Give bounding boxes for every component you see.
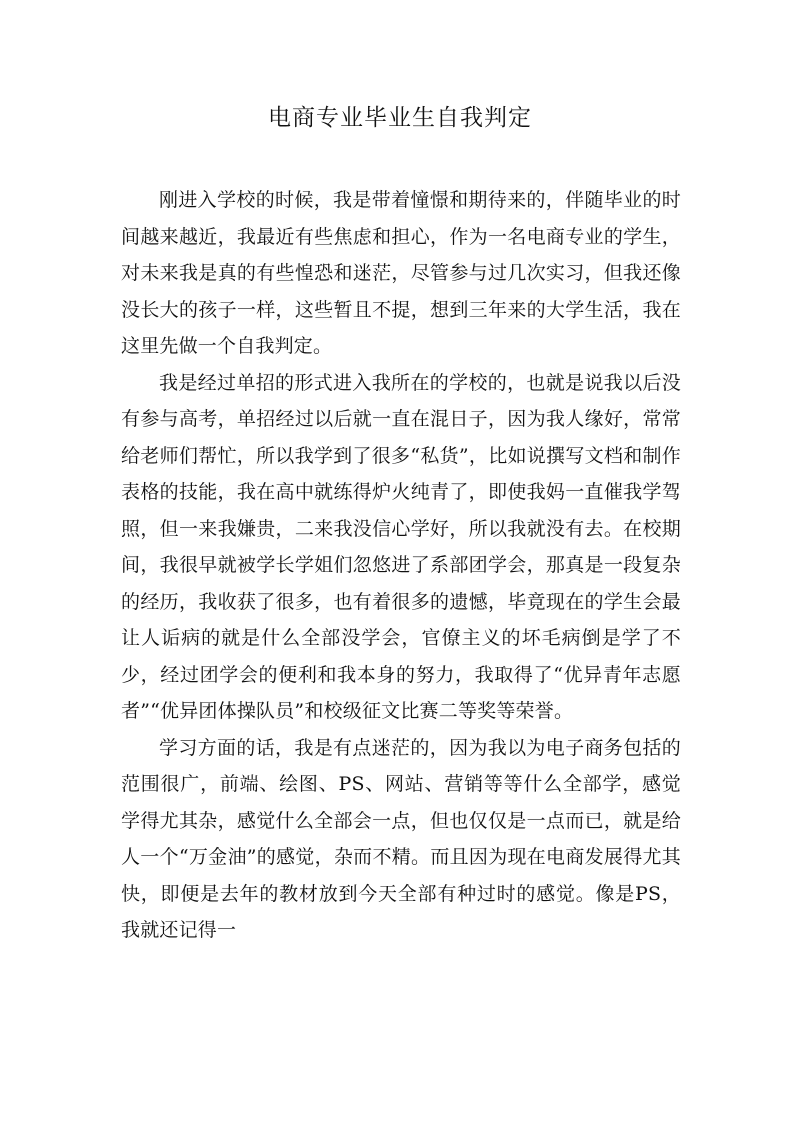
document-title: 电商专业毕业生自我判定: [268, 105, 532, 131]
document-body: [121, 182, 681, 949]
paragraph-3: 学习方面的话，我是有点迷茫的，因为我以为电子商务包括的范围很广，前端、绘图、PS、网站、营销等等什么全部学，感觉学得尤其杂，感觉什么全部会一点，但也仅仅是一点而已，就是给人一个“万金油”的感觉，杂而不精。而且因为现在电商发展得尤其快，即便是去年的教材放到今天全部有种过时的感觉。像是PS，我就还记得一: [121, 736, 681, 941]
paragraph-2: 我是经过单招的形式进入我所在的学校的，也就是说我以后没有参与高考，单招经过以后就一直在混日子，因为我人缘好，常常给老师们帮忙，所以我学到了很多“私货”，比如说撰写文档和制作表格的技能，我在高中就练得炉火纯青了，即使我妈一直催我学驾照，但一来我嫌贵，二来我没信心学好，所以我就没有去。在校期间，我很早就被学长学姐们忽悠进了系部团学会，那真是一段复杂的经历，我收获了很多，也有着很多的遗憾，毕竟现在的学生会最让人诟病的就是什么全部没学会，官僚主义的坏毛病倒是学了不少，经过团学会的便利和我本身的努力，我取得了“优异青年志愿者”“优异团体操队员”和校级征文比赛二等奖等荣誉。: [121, 371, 681, 722]
paragraph-1: 刚进入学校的时候，我是带着憧憬和期待来的，伴随毕业的时间越来越近，我最近有些焦虑和担心，作为一名电商专业的学生，对未来我是真的有些惶恐和迷茫，尽管参与过几次实习，但我还像没长大的孩子一样，这些暂且不提，想到三年来的大学生活，我在这里先做一个自我判定。: [121, 189, 681, 357]
